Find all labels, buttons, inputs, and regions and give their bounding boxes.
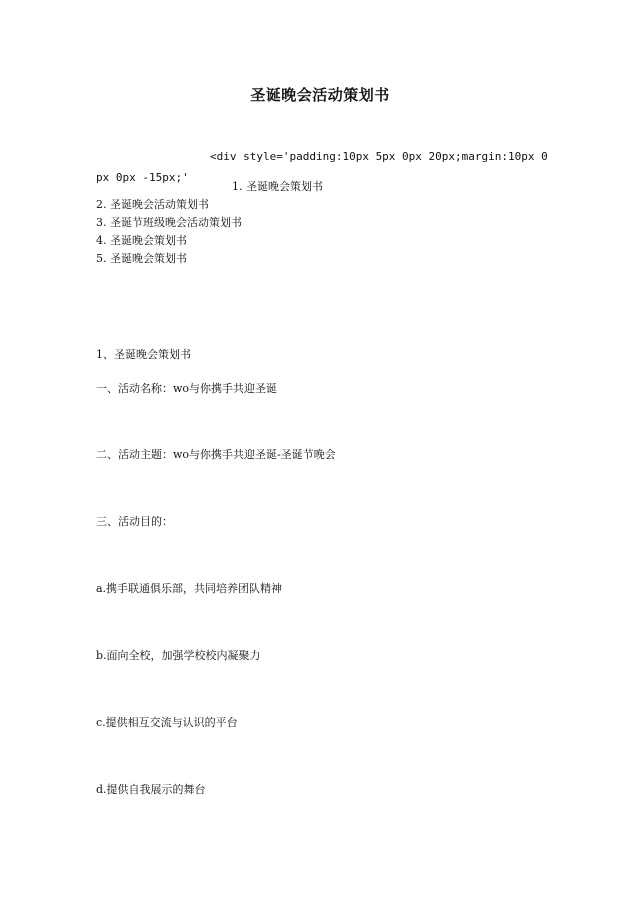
table-of-contents (96, 178, 548, 268)
document-title: 圣诞晚会活动策划书 (250, 86, 390, 104)
toc-item: 3. 圣诞节班级晚会活动策划书 (96, 216, 242, 229)
list-item-purpose-b: b.面向全校，加强学校校内凝聚力 (96, 649, 261, 662)
paragraph-activity-theme: 二、活动主题：wo与你携手共迎圣诞-圣诞节晚会 (96, 448, 336, 461)
section-heading: 1、圣诞晚会策划书 (96, 348, 191, 361)
list-item-purpose-d: d.提供自我展示的舞台 (96, 783, 206, 796)
list-item-purpose-a: a.携手联通俱乐部，共同培养团队精神 (96, 582, 283, 595)
toc-item: 5. 圣诞晚会策划书 (96, 252, 187, 265)
toc-item: 1. 圣诞晚会策划书 (232, 180, 323, 193)
list-item-purpose-c: c.提供相互交流与认识的平台 (96, 716, 238, 729)
paragraph-activity-purpose: 三、活动目的： (96, 515, 173, 528)
paragraph-activity-name: 一、活动名称：wo与你携手共迎圣诞 (96, 382, 278, 395)
code-snippet-text: <div style='padding:10px 5px 0px 20px;margin:10px 0px 0px -15px;' (96, 150, 548, 184)
toc-item: 2. 圣诞晚会活动策划书 (96, 198, 209, 211)
toc-item: 4. 圣诞晚会策划书 (96, 234, 187, 247)
